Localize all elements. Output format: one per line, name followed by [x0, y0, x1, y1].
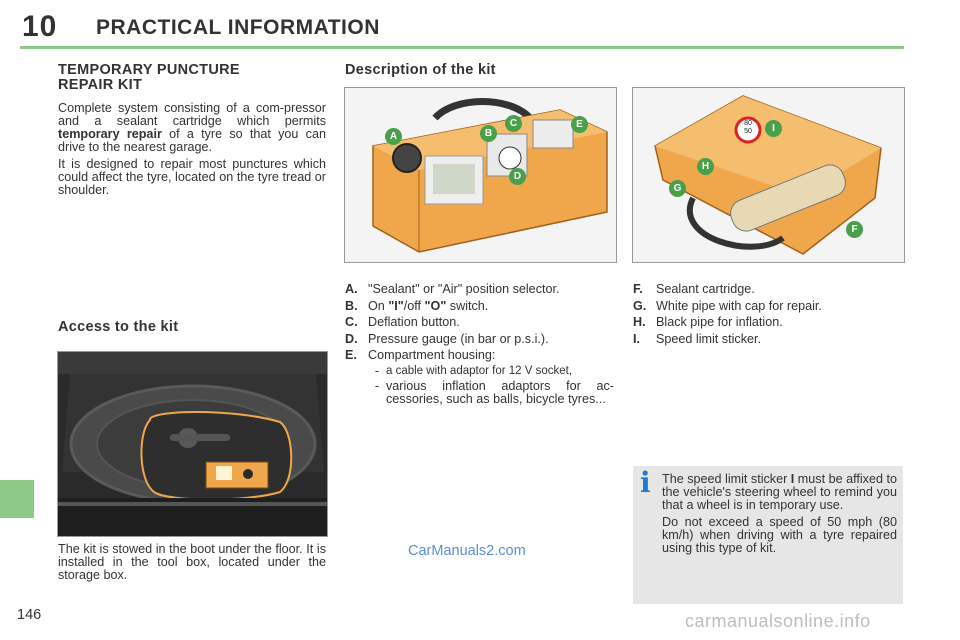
kit-open-illustration — [633, 88, 904, 262]
item-text: Black pipe for inflation. — [656, 315, 783, 330]
chapter-title: PRACTICAL INFORMATION — [96, 16, 380, 39]
list-item-h — [633, 315, 903, 330]
item-text: "Sealant" or "Air" position selector. — [368, 282, 560, 296]
section-title — [58, 63, 298, 93]
item-b-pre: On — [368, 298, 389, 313]
item-text — [368, 299, 488, 314]
kit-photo-open — [632, 87, 905, 263]
dash: - — [374, 379, 380, 394]
item-text: Speed limit sticker. — [656, 331, 761, 346]
sub-item — [368, 365, 615, 378]
list-item-d — [345, 332, 615, 347]
kit-photo-front — [344, 87, 617, 263]
item-b-on: "I" — [388, 298, 404, 313]
watermark-carmanuals2: CarManuals2.com — [408, 543, 526, 559]
item-key: G. — [633, 298, 647, 313]
sub-item — [368, 380, 615, 406]
sticker-80: 80 — [744, 120, 752, 127]
dash: - — [374, 364, 380, 379]
callout-f: F — [846, 221, 863, 238]
sticker-50: 50 — [744, 128, 752, 135]
info-paragraph-2: Do not exceed a speed of 50 mph (80 km/h) when driving with a tyre repaired using this type of kit. — [662, 515, 897, 555]
chapter-side-tab — [0, 480, 34, 518]
callout-h: H — [697, 158, 714, 175]
item-text: Sealant cartridge. — [656, 282, 755, 296]
item-key: A. — [345, 282, 358, 296]
list-item-b — [345, 299, 615, 314]
chapter-number: 10 — [22, 10, 58, 43]
section-title-line-2: REPAIR KIT — [58, 77, 143, 93]
list-item-g — [633, 299, 903, 314]
items-list-left — [345, 282, 615, 406]
item-text: Deflation button. — [368, 315, 460, 330]
intro-text — [58, 102, 326, 201]
item-key: B. — [345, 298, 358, 313]
item-key: I. — [633, 331, 640, 346]
section-title-line-1: TEMPORARY PUNCTURE — [58, 62, 240, 78]
callout-e: E — [571, 116, 588, 133]
callout-a: A — [385, 128, 402, 145]
item-key: F. — [633, 282, 643, 296]
access-title: Access to the kit — [58, 319, 179, 335]
info-text — [662, 473, 897, 559]
intro-paragraph-1 — [58, 102, 326, 154]
list-item-a — [345, 282, 615, 297]
info-icon: i — [640, 466, 651, 499]
callout-d: D — [509, 168, 526, 185]
intro-p1-bold: temporary repair — [58, 127, 162, 141]
callout-c: C — [505, 115, 522, 132]
callout-g: G — [669, 180, 686, 197]
callout-i: I — [765, 120, 782, 137]
list-item-c — [345, 315, 615, 330]
item-b-mid: /off — [403, 298, 425, 313]
list-item-f — [633, 282, 903, 297]
item-text: Pressure gauge (in bar or p.s.i.). — [368, 331, 549, 346]
item-b-off: "O" — [424, 298, 447, 313]
callout-b: B — [480, 125, 497, 142]
page-number: 146 — [17, 607, 42, 623]
info-p1-bold: I — [790, 472, 795, 486]
sub-items — [345, 365, 615, 406]
item-text: White pipe with cap for repair. — [656, 298, 822, 313]
sub-item-text: various inflation adaptors for ac-cessories, such as balls, bicycle tyres... — [386, 379, 614, 407]
item-key: C. — [345, 315, 358, 330]
kit-front-illustration — [345, 88, 616, 262]
sub-item-text: a cable with adaptor for 12 V socket, — [386, 365, 573, 378]
list-item-i — [633, 332, 903, 347]
access-text — [58, 543, 326, 586]
header-rule — [20, 46, 904, 49]
item-key: E. — [345, 348, 357, 363]
info-paragraph-1 — [662, 473, 897, 512]
intro-p1-post: of a tyre so that you can drive to the nearest garage. — [58, 127, 326, 154]
item-text: Compartment housing: — [368, 348, 496, 363]
item-key: D. — [345, 331, 358, 346]
info-p1-pre: The speed limit sticker — [662, 472, 791, 486]
intro-p1-pre: Complete system consisting of a com-pressor and a sealant cartridge which permits — [58, 101, 326, 128]
boot-illustration — [58, 352, 327, 536]
boot-photo — [57, 351, 328, 537]
items-list-right — [633, 282, 903, 348]
watermark-carmanualsonline: carmanualsonline.info — [685, 611, 871, 631]
list-item-e — [345, 348, 615, 363]
info-p1-post: must be affixed to the vehicle's steering wheel to remind you that a wheel is in temporary use. — [662, 472, 897, 512]
description-title: Description of the kit — [345, 62, 496, 78]
item-key: H. — [633, 315, 646, 330]
intro-paragraph-2: It is designed to repair most punctures which could affect the tyre, located on the tyre tread or shoulder. — [58, 157, 326, 197]
speed-sticker-text — [736, 120, 760, 136]
item-b-post: switch. — [446, 298, 489, 313]
access-paragraph: The kit is stowed in the boot under the floor. It is installed in the tool box, located under the storage box. — [58, 542, 326, 582]
